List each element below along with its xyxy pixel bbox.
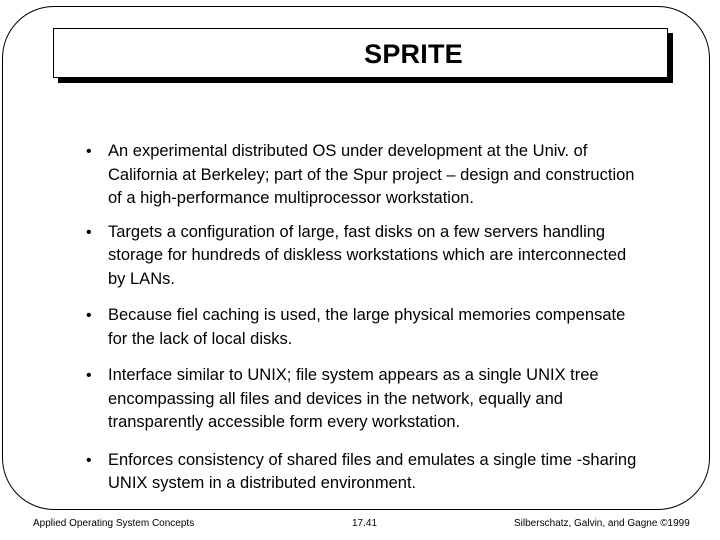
bullet-dot-icon: • <box>86 451 92 469</box>
footer-copyright: Silberschatz, Galvin, and Gagne ©1999 <box>514 518 690 529</box>
bullet-text: Interface similar to UNIX; file system appears as a single UNIX tree encompassing all files and devices in the network, equally and transparently accessible form every workstation. <box>108 366 599 431</box>
footer-page-number: 17.41 <box>352 518 378 529</box>
footer-course-title: Applied Operating System Concepts <box>33 518 195 529</box>
bullet-item <box>86 304 646 351</box>
slide-title: SPRITE <box>364 38 463 69</box>
bullet-text: Targets a configuration of large, fast disks on a few servers handling storage for hundreds of diskless workstations which are interconnected by LANs. <box>108 222 627 288</box>
bullet-item <box>86 140 646 211</box>
bullet-dot-icon: • <box>86 143 92 160</box>
bullet-item <box>86 364 646 435</box>
bullet-item <box>86 221 646 292</box>
bullet-dot-icon: • <box>86 307 92 324</box>
bullet-text: Enforces consistency of shared files and emulates a single time -sharing UNIX system in a distributed environment. <box>108 450 637 492</box>
bullet-dot-icon: • <box>86 367 92 384</box>
bullet-dot-icon: • <box>86 223 92 241</box>
bullet-text: Because fiel caching is used, the large physical memories compensate for the lack of local disks. <box>108 306 626 348</box>
bullet-list <box>86 140 646 496</box>
bullet-text: An experimental distributed OS under development at the Univ. of California at Berkeley; part of the Spur project – design and construction of a high-performance multiprocessor workstation. <box>108 142 635 207</box>
bullet-item <box>86 449 646 496</box>
title-box <box>53 28 668 78</box>
